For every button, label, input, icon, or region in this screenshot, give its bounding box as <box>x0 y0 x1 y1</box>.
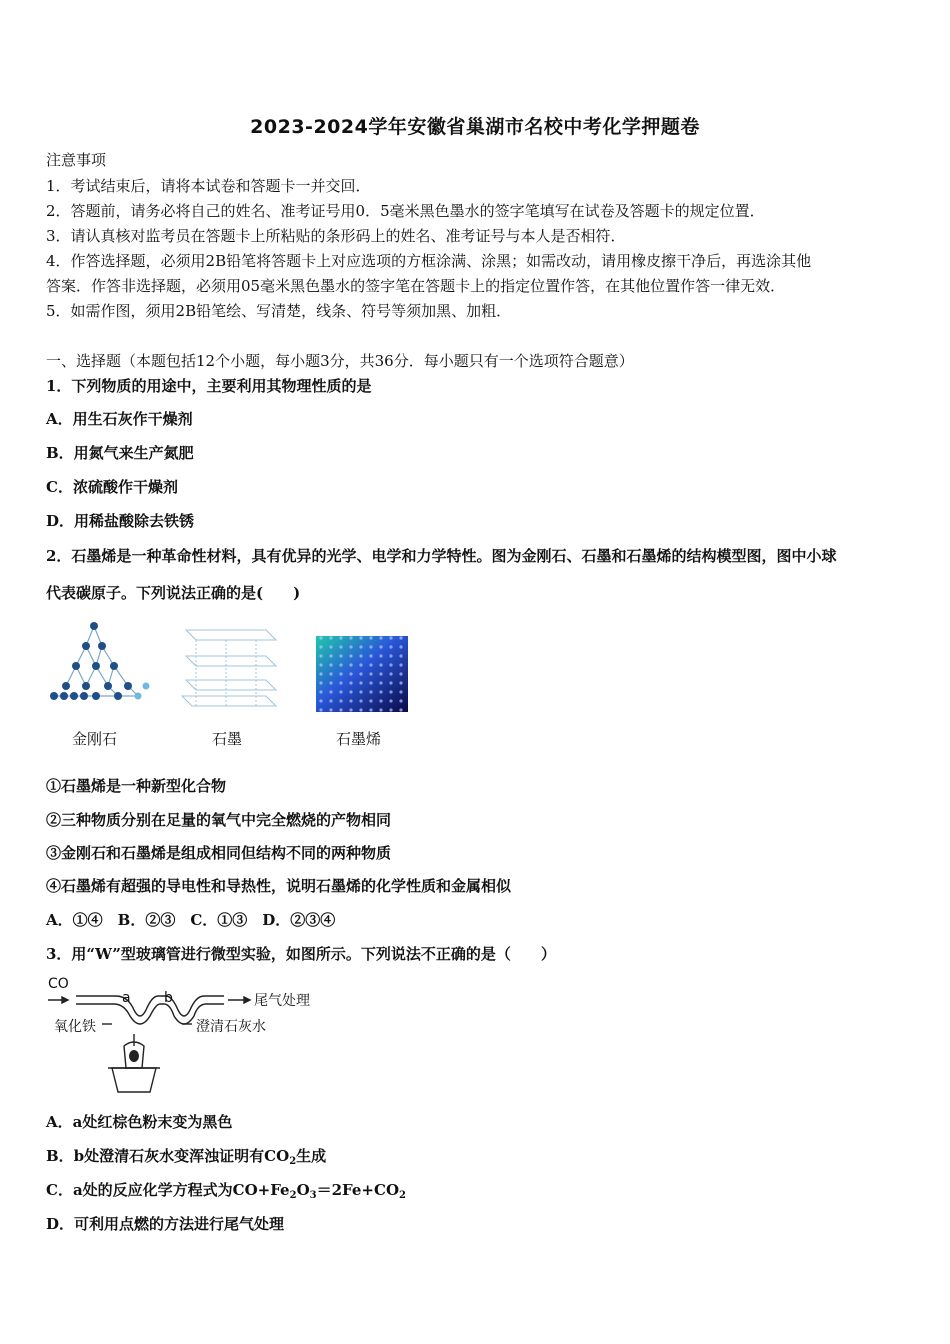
q2-options: A．①④ B．②③ C．①③ D．②③④ <box>46 911 336 929</box>
carbon-structure-models <box>46 616 426 726</box>
q1-option-d: D．用稀盐酸除去铁锈 <box>46 512 195 530</box>
q1-option-c: C．浓硫酸作干燥剂 <box>46 478 178 496</box>
question-2-stem-cont: 代表碳原子。下列说法正确的是( ) <box>46 584 301 602</box>
notice-item: 5．如需作图，须用2B铅笔绘、写清楚，线条、符号等须加黑、加粗． <box>46 302 512 320</box>
q3-option-c: C．a处的反应化学方程式为$CO+Fe_2O_3=2Fe+CO_2$ <box>46 1181 406 1201</box>
co-label: CO <box>48 976 69 992</box>
graphite-label: 石墨 <box>212 730 243 748</box>
q3-option-a: A．a处红棕色粉末变为黑色 <box>46 1113 233 1131</box>
notice-item: 1．考试结束后，请将本试卷和答题卡一并交回． <box>46 177 371 195</box>
question-3-stem: 3．用“W”型玻璃管进行微型实验，如图所示。下列说法不正确的是（ ） <box>46 945 556 963</box>
carbon-structures-figure <box>46 616 426 756</box>
notice-item: 4．作答选择题，必须用2B铅笔将答题卡上对应选项的方框涂满、涂黑；如需改动，请用橡皮擦干净后，再选涂其他 <box>46 252 812 270</box>
tail-gas-label: 尾气处理 <box>254 993 310 1009</box>
question-1-stem: 1．下列物质的用途中，主要利用其物理性质的是 <box>46 377 372 395</box>
page-title: 2023-2024学年安徽省巢湖市名校中考化学押题卷 <box>250 116 700 138</box>
notice-item: 答案．作答非选择题，必须用05毫米黑色墨水的签字笔在答题卡上的指定位置作答，在其他位置作答一律无效． <box>46 277 786 295</box>
q2-statement-4: ④石墨烯有超强的导电性和导热性，说明石墨烯的化学性质和金属相似 <box>46 877 512 895</box>
notice-heading: 注意事项 <box>46 151 107 169</box>
point-a-label: a <box>122 990 131 1006</box>
point-b-label: b <box>164 990 173 1006</box>
diamond-label: 金刚石 <box>72 730 118 748</box>
q3-option-b: B．b处澄清石灰水变浑浊证明有$CO_2$生成 <box>46 1147 327 1167</box>
notice-item: 2．答题前，请务必将自己的姓名、准考证号用0．5毫米黑色墨水的签字笔填写在试卷及答题卡的规定位置． <box>46 202 765 220</box>
q1-option-a: A．用生石灰作干燥剂 <box>46 410 193 428</box>
q2-statement-2: ②三种物质分别在足量的氧气中完全燃烧的产物相同 <box>46 811 392 829</box>
graphene-model <box>316 636 408 712</box>
iron-oxide-label: 氧化铁 <box>54 1019 96 1035</box>
graphite-model <box>182 630 276 706</box>
notice-item: 3．请认真核对监考员在答题卡上所粘贴的条形码上的姓名、准考证号与本人是否相符． <box>46 227 626 245</box>
section-heading: 一、选择题（本题包括12个小题，每小题3分，共36分．每小题只有一个选项符合题意） <box>46 352 634 370</box>
graphene-label: 石墨烯 <box>336 730 382 748</box>
q2-statement-3: ③金刚石和石墨烯是组成相同但结构不同的两种物质 <box>46 844 392 862</box>
limewater-label: 澄清石灰水 <box>196 1019 266 1035</box>
q3-option-d: D．可利用点燃的方法进行尾气处理 <box>46 1215 285 1233</box>
diamond-atoms <box>50 622 150 700</box>
q2-statement-1: ①石墨烯是一种新型化合物 <box>46 777 227 795</box>
question-2-stem: 2．石墨烯是一种革命性材料，具有优异的光学、电学和力学特性。图为金刚石、石墨和石墨烯的结构模型图，图中小球 <box>46 547 837 565</box>
q1-option-b: B．用氮气来生产氮肥 <box>46 444 194 462</box>
w-tube-apparatus-figure <box>46 972 336 1100</box>
